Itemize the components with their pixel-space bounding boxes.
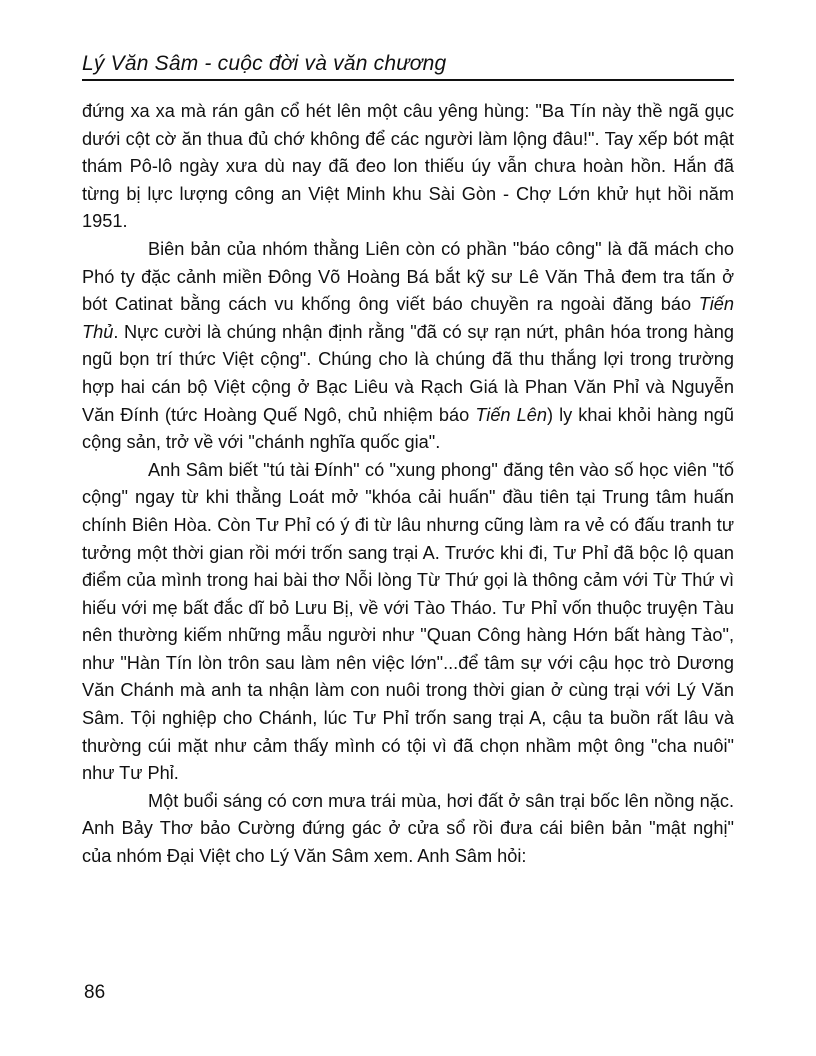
paragraph-text: Anh Sâm biết "tú tài Đính" có "xung phong" đăng tên vào số học viên "tố cộng" ngay từ khi thằng Loát mở "khóa cải huấn" đầu tiên tại Trung tâm huấn chính Biên Hòa. Còn Tư Phỉ có ý đi từ lâu nhưng cũng làm ra vẻ có đấu tranh tư tưởng một thời gian rồi mới trốn sang trại A. Trước khi đi, Tư Phỉ đã bộc lộ quan điểm của mình trong hai bài thơ Nỗi lòng Từ Thứ gọi là thông cảm với Từ Thứ vì hiếu với mẹ bất đắc dĩ bỏ Lưu Bị, về với Tào Tháo. Tư Phỉ vốn thuộc truyện Tàu nên thường kiếm những mẫu người như "Quan Công hàng Hớn bất hàng Tào", như "Hàn Tín lòn trôn sau làm nên việc lớn"...để tâm sự với cậu học trò Dương Văn Chánh mà anh ta nhận làm con nuôi trong thời gian ở cùng trại với Lý Văn Sâm. Tội nghiệp cho Chánh, lúc Tư Phỉ trốn sang trại A, cậu ta buồn rất lâu và thường cúi mặt như cảm thấy mình có tội vì đã chọn nhầm một ông "cha nuôi" như Tư Phỉ. (82, 459, 734, 784)
header-title: Lý Văn Sâm - cuộc đời và văn chương (82, 52, 447, 75)
page-number: 86 (84, 982, 106, 1003)
paragraph (82, 457, 734, 788)
paragraph (82, 236, 734, 457)
paragraph (82, 788, 734, 871)
body-text (82, 98, 734, 871)
paragraph-text: đứng xa xa mà rán gân cổ hét lên một câu yêng hùng: "Ba Tín này thề ngã gục dưới cột cờ ăn thua đủ chớ không để các người làm lộng đâu!". Tay xếp bót mật thám Pô-lô ngày xưa dù nay đã đeo lon thiếu úy vẫn chưa hoàn hồn. Hắn đã từng bị lực lượng công an Việt Minh khu Sài Gòn - Chợ Lớn khử hụt hồi năm 1951. (82, 101, 734, 232)
newspaper-title: Tiến Thủ (82, 294, 734, 342)
paragraph-text: Biên bản của nhóm thằng Liên còn có phần "báo công" là đã mách cho Phó ty đặc cảnh miền Đông Võ Hoàng Bá bắt kỹ sư Lê Văn Thả đem tra tấn ở bót Catinat bằng cách vu khống ông viết báo chuyền ra ngoài đăng báo (82, 238, 734, 315)
paragraph-text: Một buổi sáng có cơn mưa trái mùa, hơi đất ở sân trại bốc lên nồng nặc. Anh Bảy Thơ bảo Cường đứng gác ở cửa sổ rồi đưa cái biên bản "mật nghị" của nhóm Đại Việt cho Lý Văn Sâm xem. Anh Sâm hỏi: (82, 790, 734, 867)
header-rule (82, 79, 734, 81)
paragraph (82, 98, 734, 236)
paragraph-text: ) ly khai khỏi hàng ngũ cộng sản, trở về với "chánh nghĩa quốc gia". (82, 404, 735, 453)
paragraph-text: . Nực cười là chúng nhận định rằng "đã có sự rạn nứt, phân hóa trong hàng ngũ bọn trí thức Việt cộng". Chúng cho là chúng đã thu thắng lợi trong trường hợp hai cán bộ Việt cộng ở Bạc Liêu và Rạch Giá là Phan Văn Phỉ và Nguyễn Văn Đính (tức Hoàng Quế Ngô, chủ nhiệm báo (82, 321, 734, 425)
running-header (82, 52, 734, 82)
newspaper-title: Tiến Lên (475, 404, 547, 425)
